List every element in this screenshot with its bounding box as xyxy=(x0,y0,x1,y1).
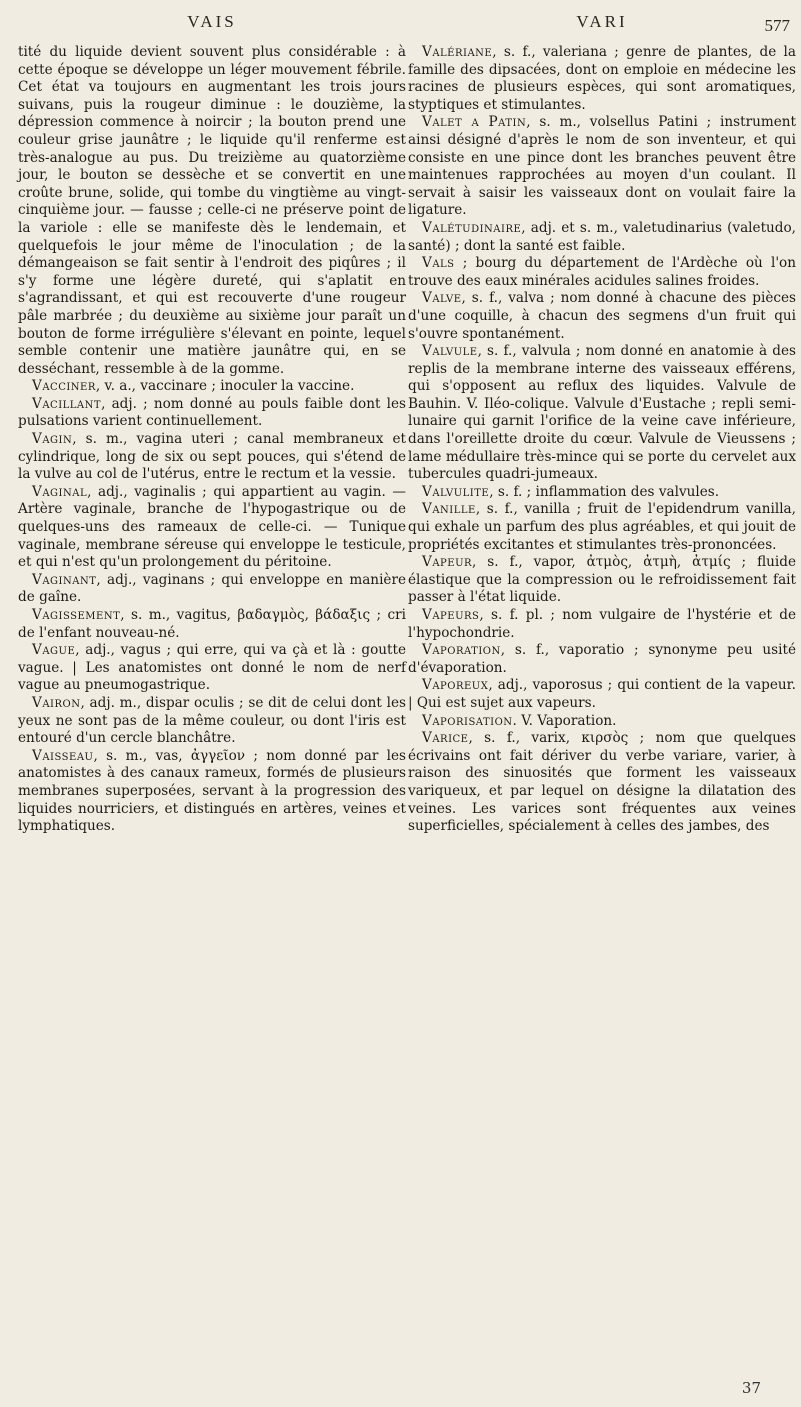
entry-body: , adj., vaginans ; qui enveloppe en manière de gaîne. xyxy=(18,571,406,606)
entry-body: , s. f., valvula ; nom donné en anatomie à des replis de la membrane interne des vaisseaux efférens, qui s'opposent au reflux des liquides. Valvule de Bauhin. V. Iléo-colique. Valvule d'Eustache ; repli semi-lunaire qui garnit l'orifice de la veine cave inférieure, dans l'oreillette droite du cœur. Valvule de Vieussens ; lame médullaire très-mince qui se porte du cervelet aux tubercules quadri-jumeaux. xyxy=(408,343,796,483)
entry-vapeurs xyxy=(408,607,796,642)
entry-valvule xyxy=(408,343,796,484)
entry-head: Valvulite xyxy=(422,483,490,500)
entry-body: , adj., vagus ; qui erre, qui va çà et là : goutte vague. | Les anatomistes ont donné le nom de nerf vague au pneumogastrique. xyxy=(18,642,406,694)
entry-valeriane xyxy=(408,44,796,114)
entry-body: , s. f., valeriana ; genre de plantes, de la famille des dipsacées, dont on emploie en médecine les racines de plusieurs espèces, qui sont aromatiques, styptiques et stimulantes. xyxy=(408,44,796,113)
signature-mark: 37 xyxy=(741,1379,761,1397)
entry-vaporation xyxy=(408,642,796,677)
entry-head: Vairon xyxy=(32,694,81,711)
right-column-text xyxy=(408,44,796,836)
entry-body: , adj. m., dispar oculis ; se dit de celui dont les yeux ne sont pas de la même couleur, ou dont l'iris est entouré d'un cercle blanchâtre. xyxy=(18,694,406,747)
entry-head: Vaisseau xyxy=(32,747,94,764)
entry-head: Vagissement xyxy=(32,607,121,623)
entry-body: , s. f., valva ; nom donné à chacune des pièces d'une coquille, à chacun des segmens d'un fruit qui s'ouvre spontanément. xyxy=(408,290,796,342)
entry-vacillant xyxy=(18,396,406,431)
entry-head: Vaginant xyxy=(32,571,97,588)
entry-valet-a-patin xyxy=(408,114,796,220)
entry-head: Valériane xyxy=(422,44,493,60)
entry-head: Valve xyxy=(422,290,462,307)
entry-head: Vanille xyxy=(422,501,476,518)
entry-body: , s. f. pl. ; nom vulgaire de l'hystérie et de l'hypochondrie. xyxy=(408,607,796,641)
entry-vaginant xyxy=(18,572,406,607)
entry-vague xyxy=(18,642,406,695)
right-running-head xyxy=(408,0,796,44)
entry-vals xyxy=(408,255,796,290)
running-head-right: VARI xyxy=(576,12,628,31)
entry-head: Vapeurs xyxy=(422,607,480,623)
entry-body: , s. f., vapor, ἀτμὸς, ἀτμὴ, ἀτμίς ; fluide élastique que la compression ou le refroidissement fait passer à l'état liquide. xyxy=(408,554,796,606)
entry-valve xyxy=(408,290,796,343)
entry-head: Vals xyxy=(422,255,455,272)
entry-vagin xyxy=(18,431,406,484)
entry-vanille xyxy=(408,501,796,554)
page-number: 577 xyxy=(764,16,790,35)
entry-vaginal xyxy=(18,484,406,572)
entry-head: Valvule xyxy=(422,343,478,360)
entry-body: ; bourg du département de l'Ardèche où l'on trouve des eaux minérales acidules salines froides. xyxy=(408,255,796,289)
right-column xyxy=(408,0,796,836)
entry-vairon xyxy=(18,695,406,748)
entry-head: Vague xyxy=(32,642,76,659)
entry-vagissement xyxy=(18,607,406,642)
entry-head: Vacciner xyxy=(32,378,96,395)
left-running-head xyxy=(18,0,406,44)
entry-head: Vaginal xyxy=(32,483,88,500)
entry-head: Vaporisation xyxy=(422,712,513,729)
entry-head: Vacillant xyxy=(32,395,102,412)
entry-body: , s. f., vaporatio ; synonyme peu usité d'évaporation. xyxy=(408,642,796,676)
entry-varice xyxy=(408,730,796,836)
entry-vapeur xyxy=(408,554,796,607)
left-column-text xyxy=(18,44,406,836)
entry-body: , adj. et s. m., valetudinarius (valetudo, santé) ; dont la santé est faible. xyxy=(408,219,796,254)
entry-valetudinaire xyxy=(408,220,796,255)
entry-body: , s. m., vagina uteri ; canal membraneux et cylindrique, long de six ou sept pouces, qui s'étend de la vulve au col de l'utérus, entre le rectum et la vessie. xyxy=(18,431,406,483)
entry-vaisseau xyxy=(18,748,406,836)
entry-vaporisation xyxy=(408,713,796,731)
entry-body: , s. m., vagitus, βαδαγμὸς, βάδαξις ; cri de l'enfant nouveau-né. xyxy=(18,607,406,641)
entry-body: , v. a., vaccinare ; inoculer la vaccine. xyxy=(95,378,355,395)
entry-head: Varice xyxy=(422,730,469,747)
entry-body: , s. m., vas, ἀγγεῖον ; nom donné par les anatomistes à des canaux rameux, formés de plusieurs membranes superposées, servant à la progression des liquides nourriciers, et distingués en artères, veines et lymphatiques. xyxy=(18,747,406,835)
entry-body: , adj., vaginalis ; qui appartient au vagin. — Artère vaginale, branche de l'hypogastrique ou de quelques-uns des rameaux de celle-ci. — Tunique vaginale, membrane séreuse qui enveloppe le testicule, et qui n'est qu'un prolongement du péritoine. xyxy=(18,483,406,571)
entry-head: Vagin xyxy=(32,431,73,448)
entry-body: , s. m., volsellus Patini ; instrument ainsi désigné d'après le nom de son inventeur, et qui consiste en une pince dont les branches peuvent être maintenues rapprochées au moyen d'un coulant. Il servait à saisir les vaisseaux dont on voulait faire la ligature. xyxy=(408,114,796,219)
entry-body: , s. f., varix, κιρσὸς ; nom que quelques écrivains ont fait dériver du verbe variare, varier, à raison des sinuosités que forment les vaisseaux variqueux, et par lequel on désigne la dilatation des veines. Les varices sont fréquentes aux veines superficielles, spécialement à celles des jambes, des xyxy=(408,730,796,835)
entry-body: , adj., vaporosus ; qui contient de la vapeur. | Qui est sujet aux vapeurs. xyxy=(408,677,796,711)
entry-valvulite xyxy=(408,484,796,502)
entry-vaporeux xyxy=(408,677,796,712)
entry-body: , s. f. ; inflammation des valvules. xyxy=(489,483,720,500)
running-head-left: VAIS xyxy=(187,12,237,31)
entry-body: , adj. ; nom donné au pouls faible dont les pulsations varient continuellement. xyxy=(18,395,406,430)
left-column xyxy=(18,0,406,836)
entry-head: Vapeur xyxy=(422,554,473,571)
entry-head: Valet a Patin xyxy=(422,114,527,131)
entry-head: Valétudinaire xyxy=(422,219,522,236)
entry-head: Vaporeux xyxy=(422,677,489,694)
entry-body: , s. f., vanilla ; fruit de l'epidendrum vanilla, qui exhale un parfum des plus agréables, et qui jouit de propriétés excitantes et stimulantes très-prononcées. xyxy=(408,501,796,553)
entry-vacciner xyxy=(18,378,406,396)
continuation-paragraph: tité du liquide devient souvent plus considérable : à cette époque se développe un léger mouvement fébrile. Cet état va toujours en augmentant les trois jours suivans, puis la rougeur diminue : le douzième, la dépression commence à noircir ; la bouton prend une couleur grise jaunâtre ; le liquide qu'il renferme est très-analogue au pus. Du treizième au quatorzième jour, le bouton se dessèche et se convertit en une croûte brune, solide, qui tombe du vingtième au vingt-cinquième jour. — fausse ; celle-ci ne préserve point de la variole : elle se manifeste dès le lendemain, et quelquefois le jour même de l'inoculation ; de la démangeaison se fait sentir à l'endroit des piqûres ; il s'y forme une légère dureté, qui s'aplatit en s'agrandissant, et qui est recouverte d'une rougeur pâle marbrée ; du deuxième au sixième jour paraît un bouton de forme irrégulière s'élevant en pointe, lequel semble contenir une matière jaunâtre qui, en se desséchant, ressemble à de la gomme. xyxy=(18,44,406,377)
entry-body: . V. Vaporation. xyxy=(512,712,617,729)
entry-head: Vaporation xyxy=(422,642,501,659)
